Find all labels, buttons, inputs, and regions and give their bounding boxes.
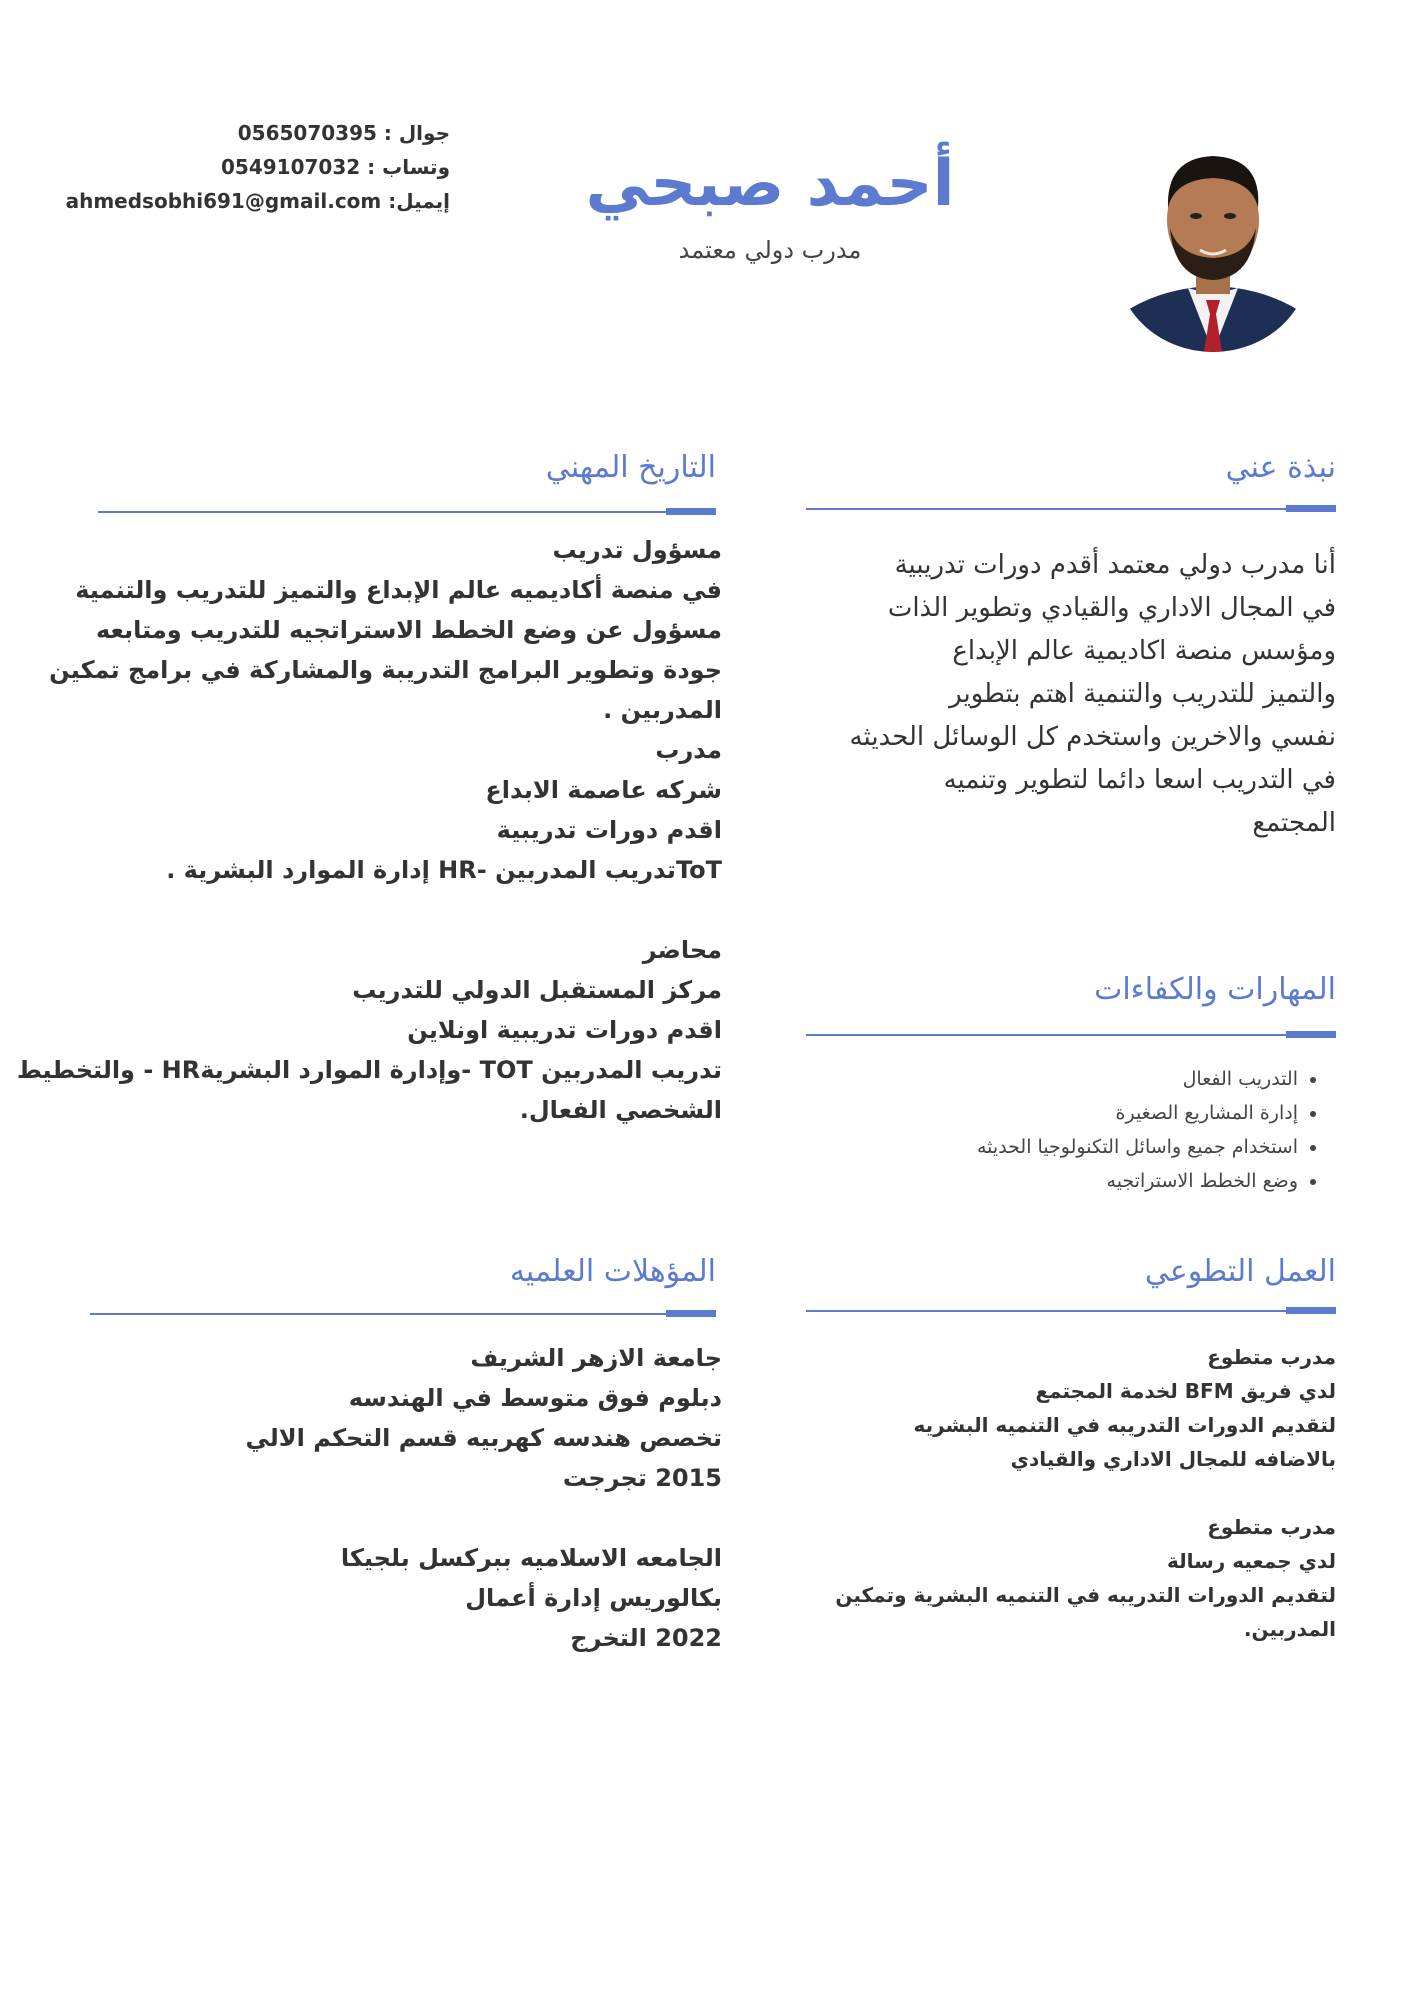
about-line: ومؤسس منصة اكاديمية عالم الإبداع [952, 636, 1336, 666]
skills-rule [806, 1034, 1336, 1036]
career-line: مسؤول عن وضع الخطط الاستراتجيه للتدريب ومتابعه [95, 616, 722, 644]
candidate-name: أحمد صبحي [585, 147, 955, 221]
email-address: إيميل: ahmedsobhi691@gmail.com [65, 189, 450, 213]
about-heading: نبذة عني [1225, 450, 1336, 485]
career-line: اقدم دورات تدريبية اونلاين [407, 1016, 722, 1044]
skills-heading: المهارات والكفاءات [1094, 972, 1336, 1007]
about-line: والتميز للتدريب والتنمية اهتم بتطوير [949, 679, 1336, 709]
skills-list-wrap [806, 1062, 1326, 1198]
about-text [790, 544, 1336, 845]
about-line: في التدريب اسعا دائما لتطوير وتنميه [943, 765, 1336, 795]
about-line: المجتمع [1252, 808, 1336, 838]
education-line: تخصص هندسه كهربيه قسم التحكم الالي [245, 1424, 722, 1452]
volunteer-line: المدربين. [1243, 1617, 1336, 1641]
volunteer-line [790, 1476, 1336, 1510]
career-line: مدرب [655, 736, 722, 764]
education-line: جامعة الازهر الشريف [470, 1344, 722, 1372]
education-line: بكالوريس إدارة أعمال [465, 1584, 722, 1612]
volunteer-line: لدي فريق BFM لخدمة المجتمع [1035, 1379, 1336, 1403]
volunteer-line: بالاضافه للمجال الاداري والقيادي [1010, 1447, 1336, 1471]
skills-rule-accent [1286, 1031, 1336, 1038]
profile-photo [1116, 128, 1310, 352]
about-rule [806, 508, 1336, 510]
career-line: مسؤول تدريب [552, 536, 722, 564]
skills-list [806, 1062, 1326, 1198]
education-rule-accent [666, 1310, 716, 1317]
career-line: شركه عاصمة الابداع [485, 776, 722, 804]
education-rule [90, 1313, 716, 1315]
about-rule-accent [1286, 505, 1336, 512]
education-line [120, 1498, 722, 1538]
volunteer-line: مدرب متطوع [1207, 1345, 1336, 1369]
career-rule [98, 511, 716, 513]
career-line [8, 890, 722, 930]
career-line: جودة وتطوير البرامج التدريبة والمشاركة في برامج تمكين [49, 656, 722, 684]
education-line: دبلوم فوق متوسط في الهندسه [348, 1384, 722, 1412]
career-text [8, 530, 722, 1130]
candidate-title: مدرب دولي معتمد [678, 236, 862, 264]
volunteer-rule [806, 1310, 1336, 1312]
career-line: اقدم دورات تدريبية [496, 816, 722, 844]
education-heading: المؤهلات العلميه [509, 1254, 716, 1289]
career-heading: التاريخ المهني [545, 450, 716, 485]
about-line: في المجال الاداري والقيادي وتطوير الذات [887, 593, 1336, 623]
career-rule-accent [666, 508, 716, 515]
education-line: 2015 تجرجت [562, 1464, 722, 1492]
career-line: في منصة أكاديميه عالم الإبداع والتميز للتدريب والتنمية [75, 576, 722, 604]
volunteer-line: مدرب متطوع [1207, 1515, 1336, 1539]
career-line: المدربين . [603, 696, 722, 724]
skill-item: • استخدام جميع واسائل التكنولوجيا الحديثه [806, 1130, 1298, 1164]
volunteer-text [790, 1340, 1336, 1646]
career-line: ToTتدريب المدربين -HR إدارة الموارد البشرية . [166, 856, 722, 884]
career-line: مركز المستقبل الدولي للتدريب [352, 976, 722, 1004]
volunteer-line: لتقديم الدورات التدريبه في التنميه البشريه [913, 1413, 1336, 1437]
contact-info [40, 116, 450, 218]
about-line: نفسي والاخرين واستخدم كل الوسائل الحديثه [849, 722, 1336, 752]
about-line: أنا مدرب دولي معتمد أقدم دورات تدريبية [894, 550, 1336, 580]
volunteer-line: لدي جمعيه رسالة [1166, 1549, 1336, 1573]
whatsapp-number: وتساب : 0549107032 [221, 155, 450, 179]
education-line: 2022 التخرج [570, 1624, 722, 1652]
skill-item: • إدارة المشاريع الصغيرة [806, 1096, 1298, 1130]
skill-item: • وضع الخطط الاستراتجيه [806, 1164, 1298, 1198]
volunteer-rule-accent [1286, 1307, 1336, 1314]
volunteer-line: لتقديم الدورات التدريبه في التنميه البشرية وتمكين [835, 1583, 1336, 1607]
skill-item: • التدريب الفعال [806, 1062, 1298, 1096]
volunteer-heading: العمل التطوعي [1144, 1254, 1336, 1289]
education-line: الجامعه الاسلاميه ببركسل بلجيكا [340, 1544, 722, 1572]
phone-number: جوال : 0565070395 [237, 121, 450, 145]
career-line: تدريب المدربين TOT -وإدارة الموارد البشريةHR - والتخطيط [16, 1056, 722, 1084]
career-line: محاضر [642, 936, 722, 964]
career-line: الشخصي الفعال. [519, 1096, 722, 1124]
education-text [120, 1338, 722, 1658]
